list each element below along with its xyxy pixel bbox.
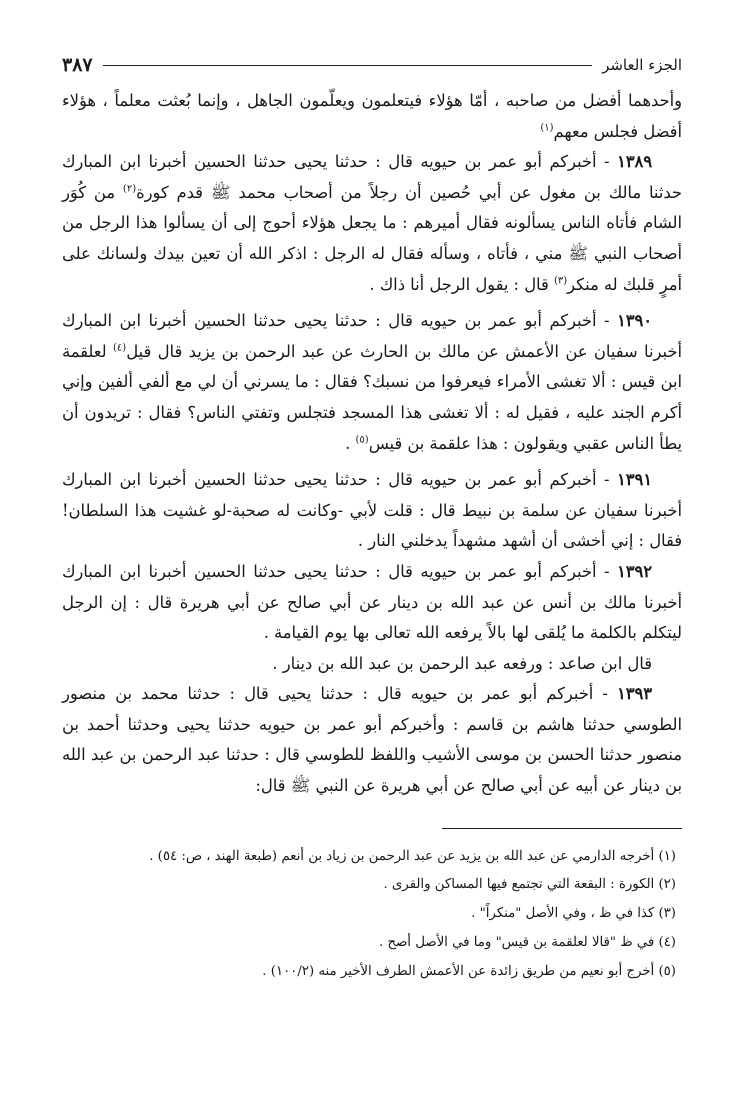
footnote-4: (٤) في ظ "قالا لعلقمة بن قيس" وما في الأصل أصح . xyxy=(378,935,676,951)
footnote-5: (٥) أخرج أبو نعيم من طريق زائدة عن الأعمش الطرف الأخير منه (١٠٠/٢) . xyxy=(262,963,676,979)
footnote-ref: (٥) xyxy=(355,434,369,446)
hadith-1393: ١٣٩٣ - أخبركم أبو عمر بن حيويه قال : حدثنا يحيى قال : حدثنا محمد بن منصور الطوسي حدثنا هاشم بن قاسم : وأخبركم أبو عمر بن حيويه حدثنا يحيى وحدثنا أحمد بن منصور حدثنا الحسن بن موسى الأشيب واللفظ للطوسي قال : حدثنا عبد الرحمن بن عبد الله بن دينار عن أبيه عن أبي صالح عن أبي هريرة عن النبي ﷺ قال: xyxy=(62,684,682,796)
volume-title: الجزء العاشر xyxy=(602,56,682,74)
footnote-1: (١) أخرجه الدارمي عن عبد الله بن يزيد عن عبد الرحمن بن زياد بن أنعم (طبعة الهند ، ص: ٥٤) . xyxy=(149,848,676,864)
narrator-note: قال ابن صاعد : ورفعه عبد الرحمن بن عبد الله بن دينار . xyxy=(272,653,652,673)
hadith-1392: ١٣٩٢ - أخبركم أبو عمر بن حيويه قال : حدثنا يحيى حدثنا الحسين أخبرنا ابن المبارك أخبرنا مالك بن أنس عن عبد الله بن دينار عن أبي صالح عن أبي هريرة قال : إن الرجل ليتكلم بالكلمة ما يُلقى لها بالاً يرفعه الله تعالى بها يوم القيامة . xyxy=(62,561,682,643)
book-page xyxy=(62,52,682,987)
paragraph-continuation: وأحدهما أفضل من صاحبه ، أمّا هؤلاء فيتعلمون ويعلّمون الجاهل ، وإنما بُعثت معلماً ، هؤلاء أفضل فجلس معهم$^{(١)}$ xyxy=(62,91,682,141)
hadith-number: ١٣٩١ xyxy=(617,470,652,490)
footnote-ref: (١) xyxy=(540,122,554,134)
hadith-number: ١٣٩٠ xyxy=(617,311,652,331)
footnote-2: (٢) الكورة : البقعة التي تجتمع فيها المساكن والقرى . xyxy=(383,877,676,893)
footnote-ref: (٣) xyxy=(553,275,568,287)
hadith-number: ١٣٩٣ xyxy=(617,684,652,704)
page-header xyxy=(62,52,682,78)
page-number: ٣٨٧ xyxy=(62,54,93,76)
footnote-ref: (٤) xyxy=(113,342,127,354)
main-text xyxy=(62,86,682,802)
footnotes xyxy=(62,843,682,987)
hadith-1391: ١٣٩١ - أخبركم أبو عمر بن حيويه قال : حدثنا يحيى حدثنا الحسين أخبرنا ابن المبارك أخبرنا سفيان عن سلمة بن نبيط قال : قلت لأبي -وكانت له صحبة-لو غشيت هذا السلطان! فقال : إني أخشى أن أشهد مشهداً يدخلني النار . xyxy=(62,470,682,551)
header-rule xyxy=(103,65,592,66)
footnote-3: (٣) كذا في ظ ، وفي الأصل "منكراً" . xyxy=(471,906,676,922)
hadith-1390: ١٣٩٠ - أخبركم أبو عمر بن حيويه قال : حدثنا يحيى حدثنا الحسين أخبرنا ابن المبارك أخبرنا سفيان عن الأعمش عن مالك بن الحارث عن عبد الرحمن بن يزيد قال قيل$^{(٤)}$ لعلقمة ابن قيس : ألا تغشى الأمراء فيعرفوا من نسبك؟ فقال : ما يسرني أن لي مع ألفي ألفين وإني أكرم الجند عليه ، فقيل له : ألا تغشى هذا المسجد فتجلس وتفتي الناس؟ فقال : تريدون أن يطأ الناس عقبي ويقولون : هذا علقمة بن قيس$^{(٥)}$ . xyxy=(62,311,682,453)
hadith-number: ١٣٩٢ xyxy=(617,561,652,581)
hadith-1389: ١٣٨٩ - أخبركم أبو عمر بن حيويه قال : حدثنا يحيى حدثنا الحسين أخبرنا ابن المبارك حدثنا مالك بن مغول عن أبي حُصين أن رجلاً من أصحاب محمد ﷺ قدم كورة$^{(٢)}$ من كُوَر الشام فأتاه الناس يسألونه فقال أميرهم : ما يجعل هؤلاء أحوج إلى أن يسألوا هذا الرجل من أصحاب النبي ﷺ مني ، فأتاه ، وسأله فقال له الرجل : اذكر الله أن تعين بيدك ولسانك على أمرٍ قلبك له منكر$^{(٣)}$ قال : يقول الرجل أنا ذاك . xyxy=(62,152,682,294)
hadith-number: ١٣٨٩ xyxy=(617,152,652,172)
footnote-separator xyxy=(442,828,682,829)
footnote-ref: (٢) xyxy=(122,183,137,195)
